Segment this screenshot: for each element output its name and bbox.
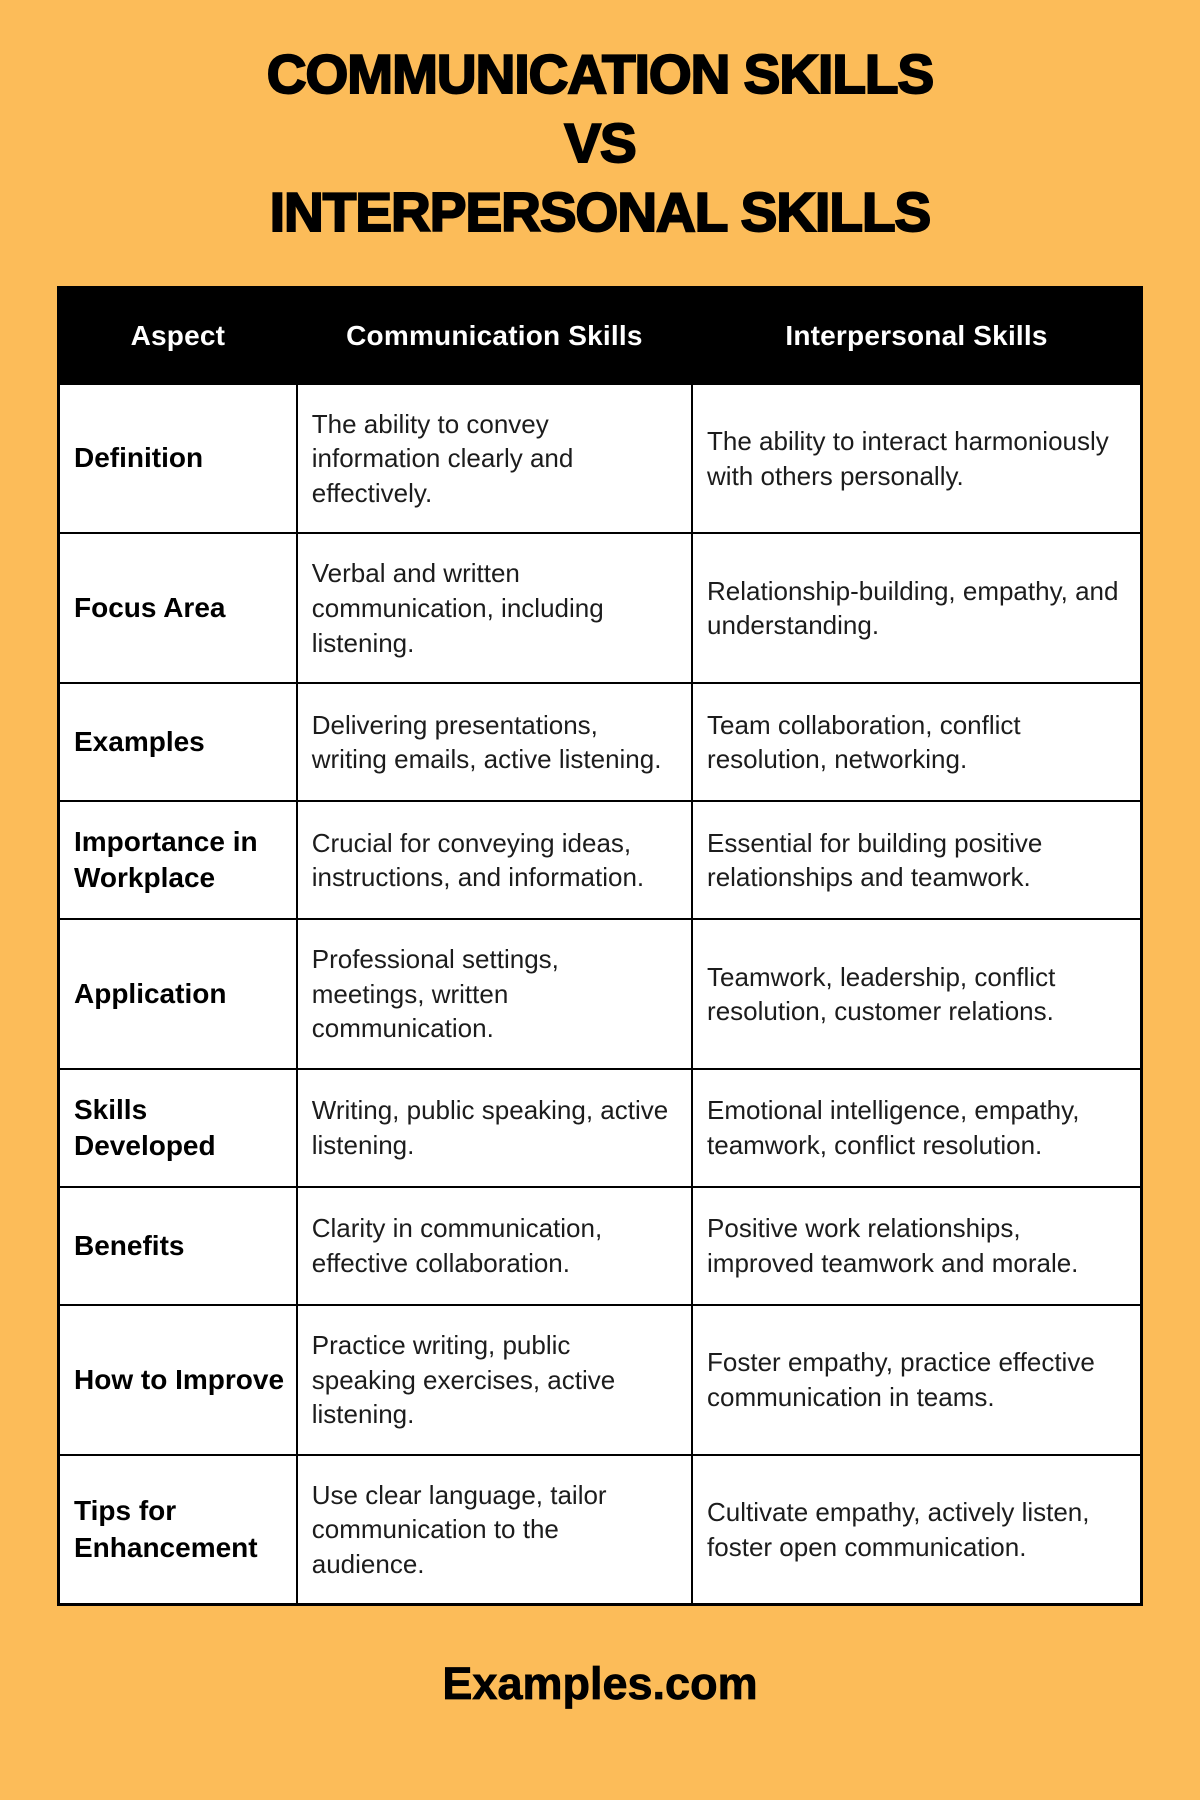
title-line-1: COMMUNICATION SKILLS [266,43,934,105]
cell-communication: Writing, public speaking, active listening. [297,1069,692,1187]
cell-aspect: Skills Developed [59,1069,297,1187]
cell-aspect: How to Improve [59,1305,297,1455]
cell-communication: Use clear language, tailor communication to the audience. [297,1455,692,1605]
table-row [59,384,1142,534]
footer-brand: Examples.com [442,1658,758,1710]
cell-aspect: Focus Area [59,533,297,683]
cell-interpersonal: Teamwork, leadership, conflict resolution, customer relations. [692,919,1141,1069]
column-header-aspect: Aspect [59,288,297,384]
table-row [59,801,1142,919]
cell-aspect: Benefits [59,1187,297,1305]
cell-interpersonal: Essential for building positive relationships and teamwork. [692,801,1141,919]
table-row [59,1069,1142,1187]
table-row [59,1305,1142,1455]
cell-interpersonal: Positive work relationships, improved teamwork and morale. [692,1187,1141,1305]
table-row [59,683,1142,801]
cell-interpersonal: Emotional intelligence, empathy, teamwork, conflict resolution. [692,1069,1141,1187]
cell-communication: Professional settings, meetings, written communication. [297,919,692,1069]
table-row [59,533,1142,683]
comparison-table [57,286,1143,1606]
column-header-interpersonal-skills: Interpersonal Skills [692,288,1141,384]
title-line-3: INTERPERSONAL SKILLS [269,180,931,243]
table-header-row [59,288,1142,384]
cell-interpersonal: Cultivate empathy, actively listen, foster open communication. [692,1455,1141,1605]
cell-communication: Practice writing, public speaking exercises, active listening. [297,1305,692,1455]
cell-communication: The ability to convey information clearly and effectively. [297,384,692,534]
cell-interpersonal: Relationship-building, empathy, and understanding. [692,533,1141,683]
cell-communication: Delivering presentations, writing emails, active listening. [297,683,692,801]
cell-communication: Verbal and written communication, including listening. [297,533,692,683]
cell-communication: Crucial for conveying ideas, instructions, and information. [297,801,692,919]
cell-aspect: Examples [59,683,297,801]
table-row [59,1187,1142,1305]
cell-interpersonal: The ability to interact harmoniously with others personally. [692,384,1141,534]
table-body [59,384,1142,1605]
cell-interpersonal: Foster empathy, practice effective communication in teams. [692,1305,1141,1455]
cell-aspect: Definition [59,384,297,534]
cell-aspect: Tips for Enhancement [59,1455,297,1605]
cell-aspect: Importance in Workplace [59,801,297,919]
table-row [59,919,1142,1069]
column-header-communication-skills: Communication Skills [297,288,692,384]
comparison-table-container [57,286,1143,1606]
title-line-2: VS [564,111,636,174]
page-title [0,0,1200,246]
cell-communication: Clarity in communication, effective collaboration. [297,1187,692,1305]
cell-aspect: Application [59,919,297,1069]
table-header [59,288,1142,384]
cell-interpersonal: Team collaboration, conflict resolution, networking. [692,683,1141,801]
table-row [59,1455,1142,1605]
